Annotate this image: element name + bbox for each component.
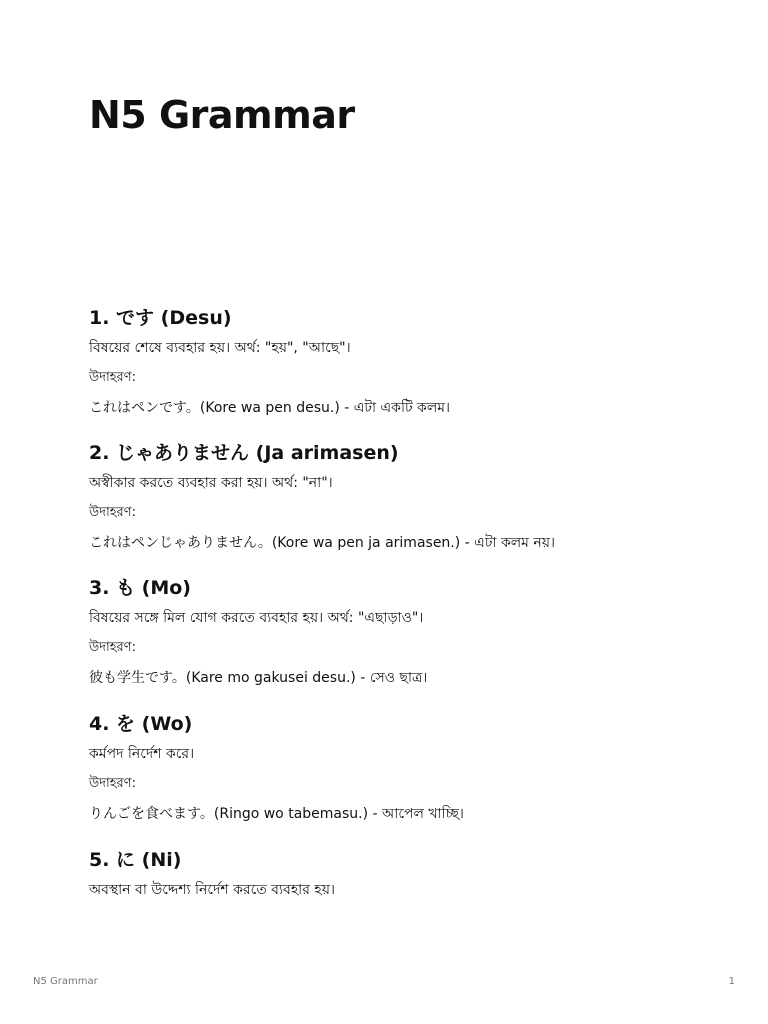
section-description: বিষয়ের সঙ্গে মিল যোগ করতে ব্যবহার হয়। অর্থ: "এছাড়াও"। bbox=[89, 610, 424, 626]
example-sentence: これはペンじゃありません。(Kore wa pen ja arimasen.) - এটা কলম নয়। bbox=[89, 535, 556, 551]
section-heading: 3. も (Mo) bbox=[89, 577, 191, 599]
section-description: অবস্থান বা উদ্দেশ্য নির্দেশ করতে ব্যবহার হয়। bbox=[89, 882, 336, 898]
footer-document-title: N5 Grammar bbox=[33, 976, 98, 987]
section-description: বিষয়ের শেষে ব্যবহার হয়। অর্থ: "হয়", "আছে"। bbox=[89, 340, 351, 356]
grammar-section-wo bbox=[89, 709, 729, 829]
grammar-section-mo bbox=[89, 573, 729, 693]
example-sentence: これはペンです。(Kore wa pen desu.) - এটা একটি কলম। bbox=[89, 400, 451, 416]
section-heading: 1. です (Desu) bbox=[89, 307, 232, 329]
example-label: উদাহরণ: bbox=[89, 370, 136, 385]
example-label: উদাহরণ: bbox=[89, 505, 136, 520]
section-heading: 4. を (Wo) bbox=[89, 713, 193, 735]
section-description: অস্বীকার করতে ব্যবহার করা হয়। অর্থ: "না"। bbox=[89, 475, 333, 491]
section-heading: 2. じゃありません (Ja arimasen) bbox=[89, 442, 399, 464]
grammar-section-ni bbox=[89, 845, 729, 905]
example-label: উদাহরণ: bbox=[89, 776, 136, 791]
example-label: উদাহরণ: bbox=[89, 640, 136, 655]
grammar-section-desu bbox=[89, 303, 729, 423]
grammar-section-ja-arimasen bbox=[89, 438, 729, 558]
section-description: কর্মপদ নির্দেশ করে। bbox=[89, 746, 195, 762]
section-heading: 5. に (Ni) bbox=[89, 849, 182, 871]
example-sentence: 彼も学生です。(Kare mo gakusei desu.) - সেও ছাত্র। bbox=[89, 670, 428, 686]
example-sentence: りんごを食べます。(Ringo wo tabemasu.) - আপেল খাচ্ছি। bbox=[89, 806, 464, 822]
footer-page-number: 1 bbox=[728, 976, 735, 987]
page-title: N5 Grammar bbox=[89, 93, 355, 137]
